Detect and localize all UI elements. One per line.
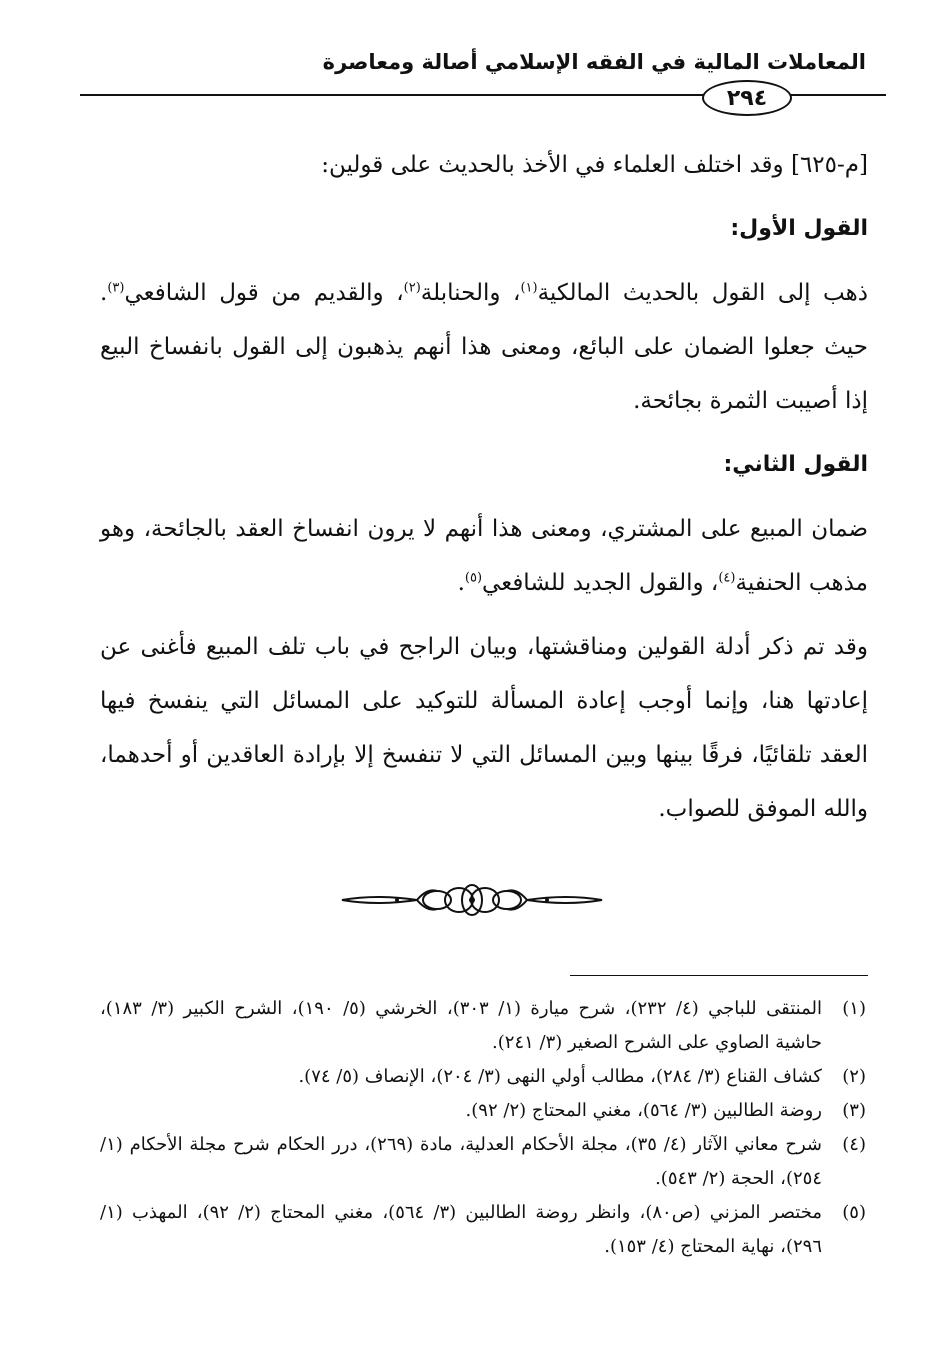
footnote-number: (٣) — [842, 1100, 866, 1121]
footnote-separator — [570, 975, 868, 976]
first-opinion-paragraph — [100, 266, 868, 428]
closing-paragraph: وقد تم ذكر أدلة القولين ومناقشتها، وبيان الراجح في باب تلف المبيع فأغنى عن إعادتها هنا، وإنما أوجب إعادة المسألة للتوكيد على المسائل التي ينفسخ فيها العقد تلقائيًا، فرقًا بينها وبين المسائل التي لا تنفسخ إلا بإرادة العاقدين أو أحدهما، والله الموفق للصواب. — [100, 634, 868, 822]
footnote-text: كشاف القناع (٣/ ٢٨٤)، مطالب أولي النهى (٣/ ٢٠٤)، الإنصاف (٥/ ٧٤). — [298, 1066, 822, 1087]
footnote-ref-5: (٥) — [464, 570, 483, 586]
footnote-number: (٢) — [842, 1066, 866, 1087]
footnote-number: (٤) — [842, 1134, 866, 1155]
first-opinion-text-1: ذهب إلى القول بالحديث المالكية — [537, 280, 868, 306]
footnote-2 — [100, 1060, 866, 1094]
second-opinion-text-1: ضمان المبيع على المشتري، ومعنى هذا أنهم لا يرون انفساخ العقد بالجائحة، وهو مذهب الحنفية — [100, 516, 868, 596]
footnote-ref-2: (٢) — [403, 280, 421, 296]
first-opinion-heading: القول الأول: — [730, 216, 868, 241]
footnote-text: شرح معاني الآثار (٤/ ٣٥)، مجلة الأحكام العدلية، مادة (٢٦٩)، درر الحكام شرح مجلة الأحكام (١/ ٢٥٤)، الحجة (٢/ ٥٤٣). — [100, 1134, 822, 1189]
footnote-4 — [100, 1128, 866, 1196]
second-opinion-text-2: ، والقول الجديد للشافعي — [482, 570, 719, 596]
footnote-5 — [100, 1196, 866, 1264]
footnote-text: روضة الطالبين (٣/ ٥٦٤)، مغني المحتاج (٢/ ٩٢). — [465, 1100, 822, 1121]
footnote-text: مختصر المزني (ص٨٠)، وانظر روضة الطالبين (٣/ ٥٦٤)، مغني المحتاج (٢/ ٩٢)، المهذب (١/ ٢٩٦)، نهاية المحتاج (٤/ ١٥٣). — [100, 1202, 822, 1257]
footnote-ref-4: (٤) — [718, 570, 736, 586]
footnote-number: (٥) — [842, 1202, 866, 1223]
page-number-badge: ٢٩٤ — [702, 80, 792, 116]
running-header-title: المعاملات المالية في الفقه الإسلامي أصالة ومعاصرة — [322, 50, 866, 74]
footnote-ref-3: (٣) — [107, 280, 125, 296]
first-opinion-text-4: . حيث جعلوا الضمان على البائع، ومعنى هذا أنهم يذهبون إلى القول بانفساخ البيع إذا أصيبت الثمرة بجائحة. — [100, 280, 868, 414]
intro-paragraph: [م-٦٢٥] وقد اختلف العلماء في الأخذ بالحديث على قولين: — [321, 152, 868, 178]
footnote-text: المنتقى للباجي (٤/ ٢٣٢)، شرح ميارة (١/ ٣٠٣)، الخرشي (٥/ ١٩٠)، الشرح الكبير (٣/ ١٨٣)، حاشية الصاوي على الشرح الصغير (٣/ ٢٤١). — [100, 998, 822, 1053]
main-text — [100, 138, 868, 836]
first-opinion-text-3: ، والقديم من قول الشافعي — [124, 280, 404, 306]
footnote-3 — [100, 1094, 866, 1128]
footnotes — [100, 992, 866, 1264]
second-opinion-heading: القول الثاني: — [723, 452, 868, 477]
footnote-ref-1: (١) — [520, 280, 538, 296]
footnote-1 — [100, 992, 866, 1060]
second-opinion-paragraph — [100, 502, 868, 610]
second-opinion-text-3: . — [457, 570, 465, 596]
footnote-number: (١) — [842, 998, 866, 1019]
ornament-divider-icon — [337, 880, 607, 920]
first-opinion-text-2: ، والحنابلة — [420, 280, 521, 306]
